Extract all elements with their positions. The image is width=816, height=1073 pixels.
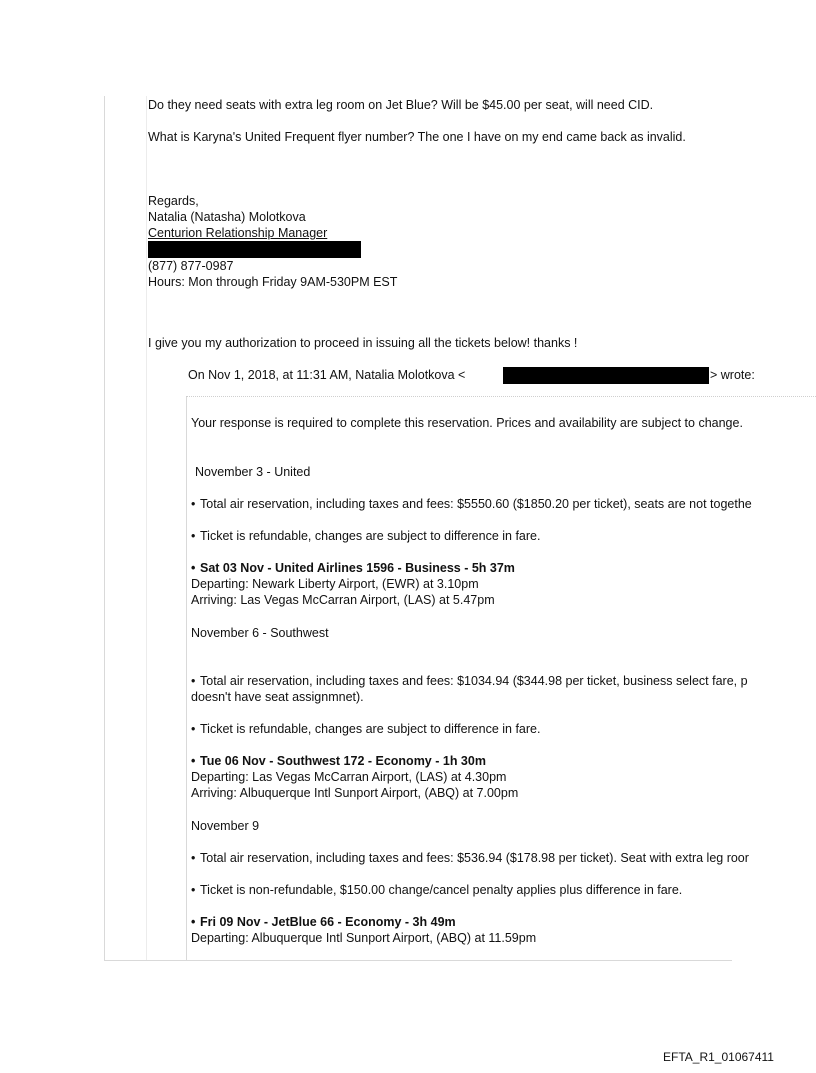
departing-line: Departing: Albuquerque Intl Sunport Airport, (ABQ) at 11.59pm	[191, 931, 537, 945]
intro-line-1: Do they need seats with extra leg room on Jet Blue? Will be $45.00 per seat, will need CID.	[148, 98, 654, 112]
signature-hours: Hours: Mon through Friday 9AM-530PM EST	[148, 275, 398, 289]
email-indent-line	[146, 96, 147, 960]
segment-bullet	[191, 674, 748, 689]
bullet-icon: •	[191, 915, 196, 929]
bullet-text: Total air reservation, including taxes and fees: $536.94 ($178.98 per ticket). Seat with extra leg roor	[200, 851, 749, 865]
segment-bullet	[191, 722, 540, 737]
bullet-icon: •	[191, 722, 196, 736]
quote-header	[188, 368, 465, 383]
bullet-icon: •	[191, 674, 196, 688]
email-border-bottom	[104, 960, 732, 961]
bullet-text: Total air reservation, including taxes and fees: $5550.60 ($1850.20 per ticket), seats are not togethe	[200, 497, 752, 511]
signature-title: Centurion Relationship Manager	[148, 226, 328, 240]
reservation-notice: Your response is required to complete this reservation. Prices and availability are subject to change.	[191, 416, 743, 430]
email-border-left	[104, 96, 105, 960]
arriving-line: Arriving: Las Vegas McCarran Airport, (LAS) at 5.47pm	[191, 593, 495, 607]
bullet-icon: •	[191, 851, 196, 865]
flight-line	[191, 754, 486, 769]
document-id: EFTA_R1_01067411	[663, 1050, 774, 1064]
quote-border-left	[186, 396, 187, 960]
signature-name: Natalia (Natasha) Molotkova	[148, 210, 306, 224]
segment-heading: November 9	[191, 819, 260, 833]
signature-regards: Regards,	[148, 194, 199, 208]
bullet-icon: •	[191, 754, 196, 768]
quote-header-prefix: On Nov 1, 2018, at 11:31 AM, Natalia Molotkova <	[188, 368, 466, 382]
segment-bullet	[191, 851, 749, 866]
segment-bullet	[191, 529, 540, 544]
flight-text: Fri 09 Nov - JetBlue 66 - Economy - 3h 49m	[200, 915, 456, 929]
flight-text: Tue 06 Nov - Southwest 172 - Economy - 1h 30m	[200, 754, 486, 768]
quote-header-suffix: > wrote:	[710, 368, 755, 382]
intro-line-2: What is Karyna's United Frequent flyer number? The one I have on my end came back as invalid.	[148, 130, 686, 144]
flight-line	[191, 915, 456, 930]
segment-heading: November 6 - Southwest	[191, 626, 329, 640]
departing-line: Departing: Newark Liberty Airport, (EWR) at 3.10pm	[191, 577, 479, 591]
arriving-line: Arriving: Albuquerque Intl Sunport Airport, (ABQ) at 7.00pm	[191, 786, 519, 800]
segment-heading: November 3 - United	[195, 465, 311, 479]
redaction-bar	[148, 241, 361, 258]
bullet-text: Ticket is refundable, changes are subject to difference in fare.	[200, 722, 541, 736]
bullet-continuation: doesn't have seat assignmnet).	[191, 690, 364, 704]
signature-phone: (877) 877-0987	[148, 259, 234, 273]
segment-bullet	[191, 883, 682, 898]
authorization-line: I give you my authorization to proceed in issuing all the tickets below! thanks !	[148, 336, 578, 350]
bullet-text: Total air reservation, including taxes and fees: $1034.94 ($344.98 per ticket, business select fare, p	[200, 674, 748, 688]
bullet-text: Ticket is non-refundable, $150.00 change/cancel penalty applies plus difference in fare.	[200, 883, 683, 897]
flight-text: Sat 03 Nov - United Airlines 1596 - Business - 5h 37m	[200, 561, 515, 575]
bullet-text: Ticket is refundable, changes are subject to difference in fare.	[200, 529, 541, 543]
redaction-bar	[503, 367, 709, 384]
quote-border-top	[186, 396, 816, 397]
bullet-icon: •	[191, 497, 196, 511]
departing-line: Departing: Las Vegas McCarran Airport, (LAS) at 4.30pm	[191, 770, 507, 784]
bullet-icon: •	[191, 529, 196, 543]
segment-bullet	[191, 497, 752, 512]
bullet-icon: •	[191, 883, 196, 897]
flight-line	[191, 561, 515, 576]
bullet-icon: •	[191, 561, 196, 575]
